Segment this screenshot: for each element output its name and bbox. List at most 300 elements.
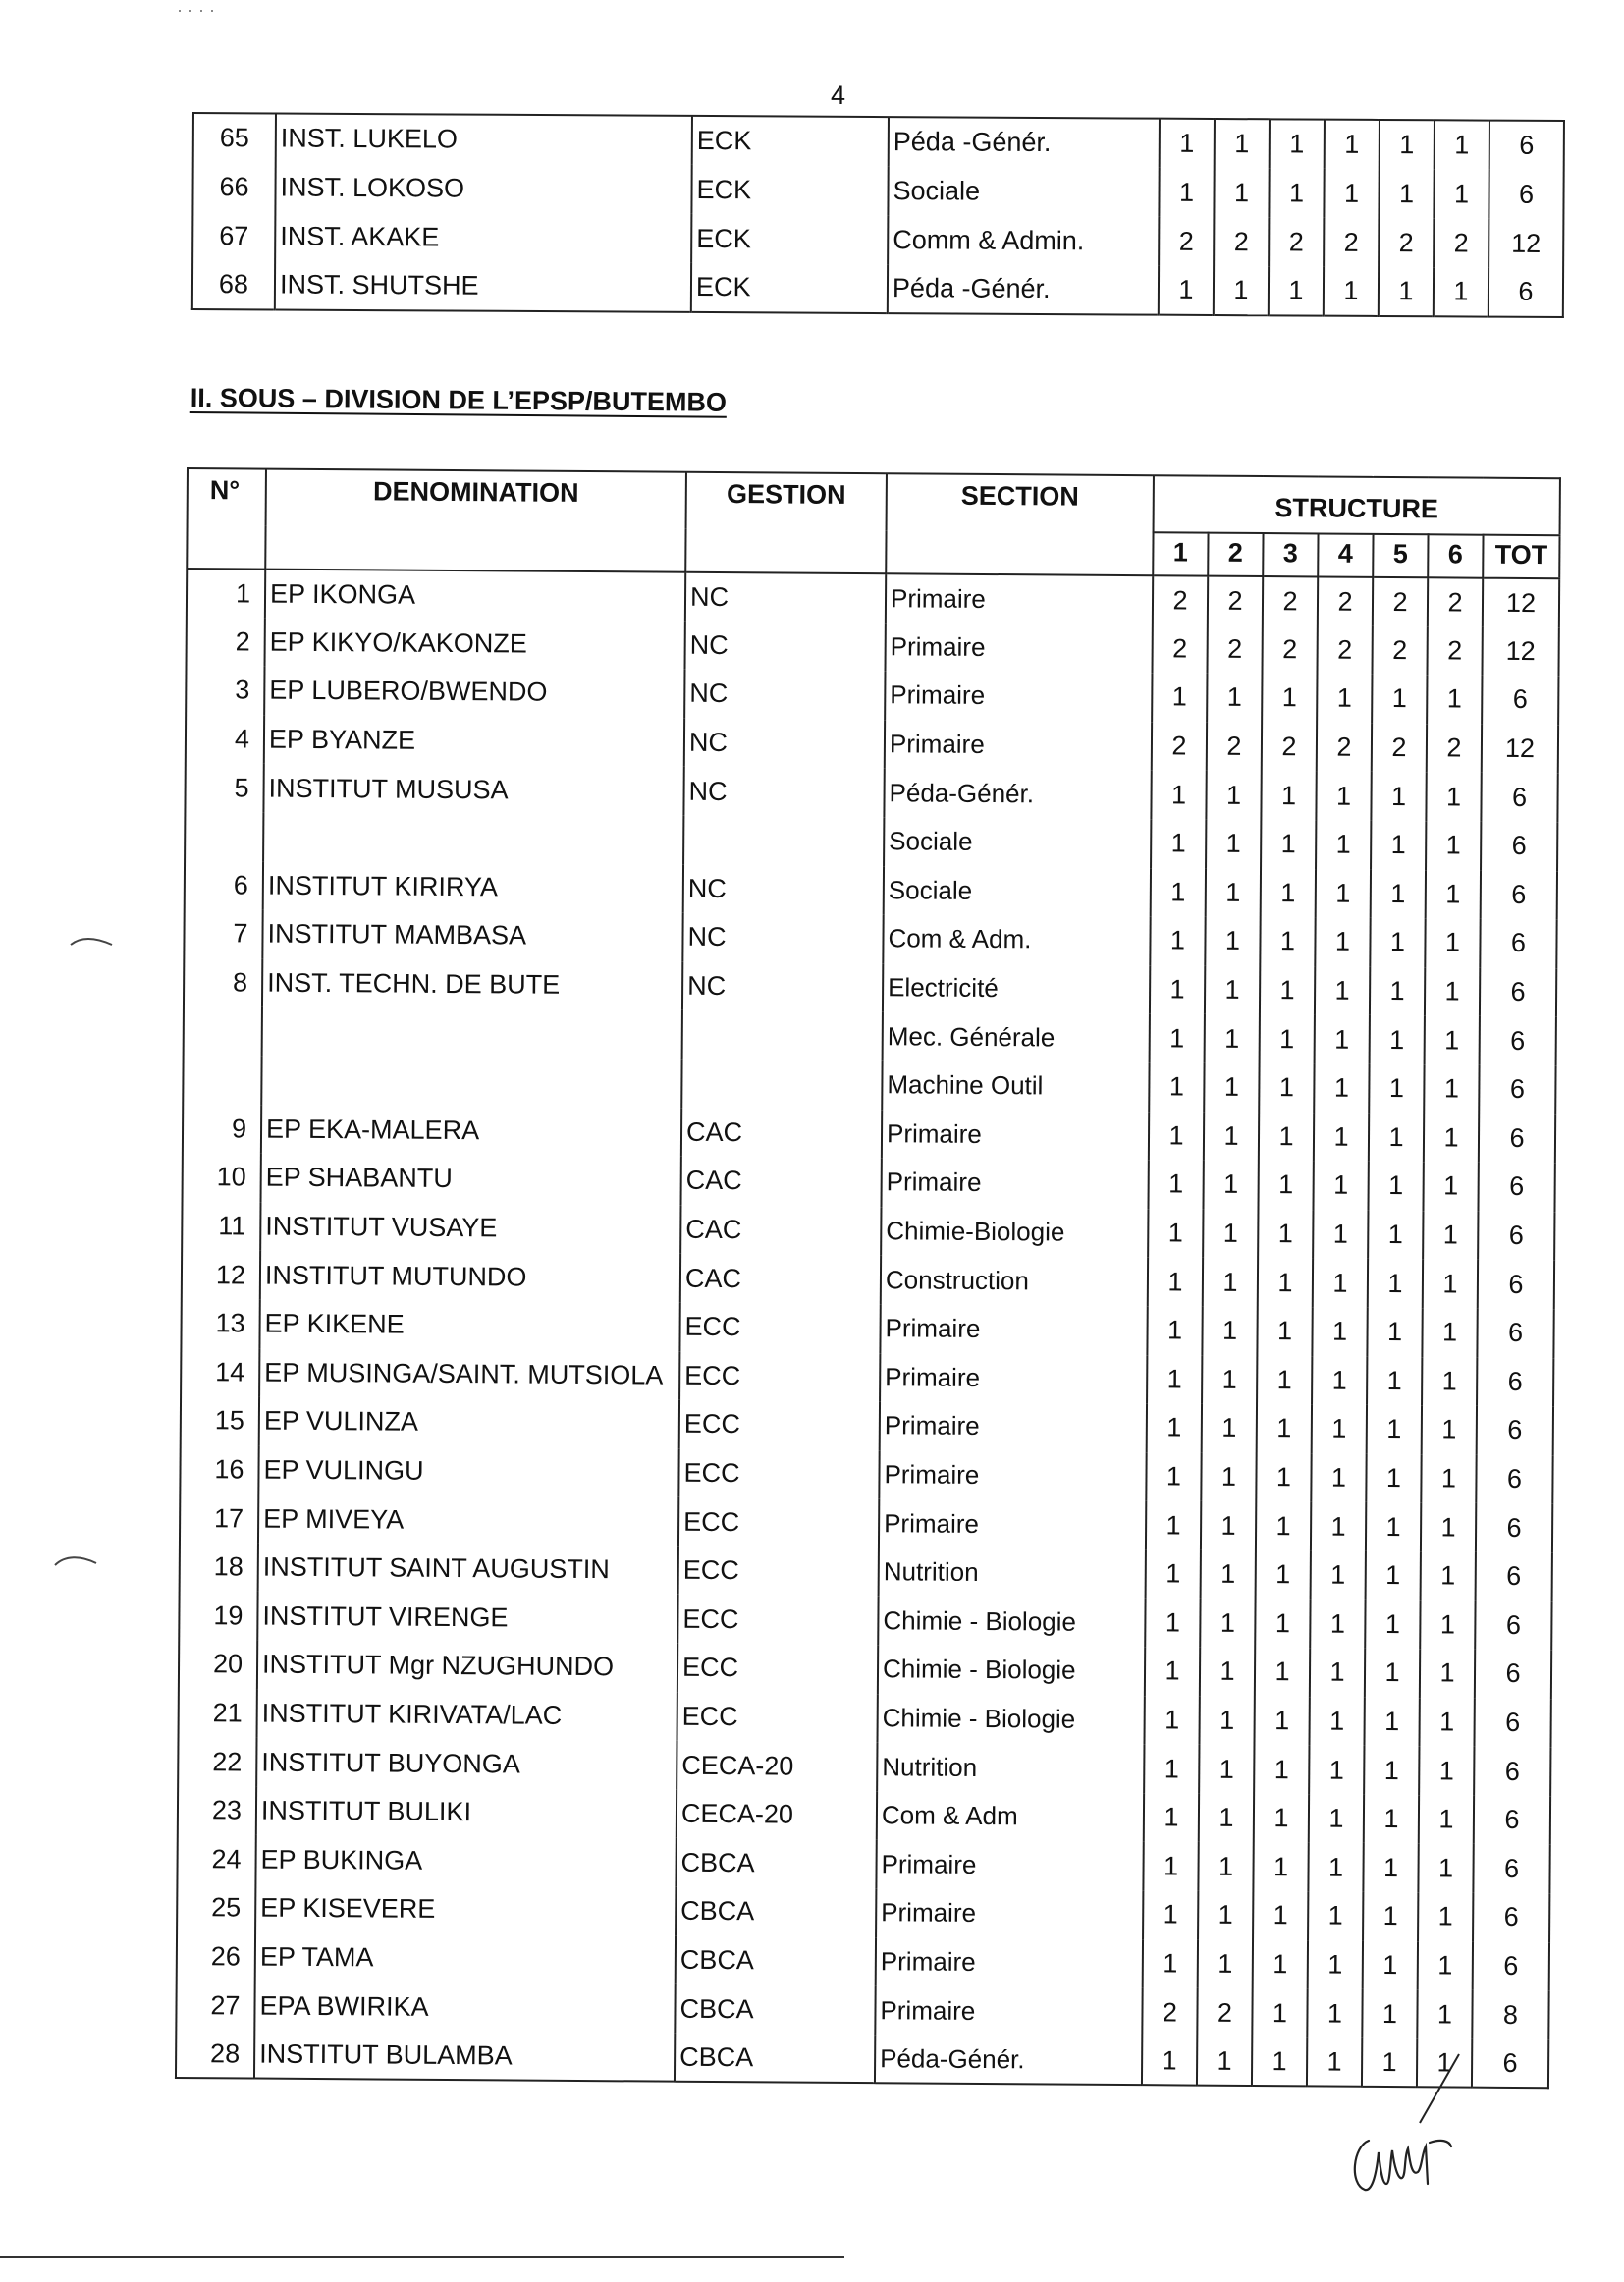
structure-cell: 1 — [1144, 1696, 1199, 1745]
structure-cell: 1 — [1150, 965, 1205, 1014]
row-number: 17 — [180, 1494, 258, 1543]
header-section: SECTION — [886, 473, 1154, 575]
total-cell: 6 — [1505, 1609, 1522, 1640]
structure-cell: 1 — [1151, 819, 1206, 868]
row-number: 1 — [187, 569, 265, 618]
school-name: INSTITUT KIRIRYA — [263, 861, 683, 913]
structure-cell: 1 — [1311, 1550, 1366, 1600]
structure-cell: 1 — [1205, 965, 1260, 1014]
header-denomination: DENOMINATION — [265, 469, 686, 572]
row-number: 7 — [184, 909, 262, 958]
gestion-cell: NC — [682, 913, 883, 963]
table-row — [192, 211, 1563, 268]
structure-cell: 1 — [1199, 1696, 1254, 1745]
section-cell: Electricité — [883, 963, 1150, 1014]
row-number: 25 — [177, 1883, 255, 1932]
structure-cell: 1 — [1206, 771, 1261, 820]
section-cell: Primaire — [885, 671, 1152, 722]
header-col-1: 1 — [1153, 532, 1208, 575]
structure-cell: 1 — [1419, 1795, 1474, 1844]
structure-cell: 1 — [1422, 1357, 1477, 1406]
structure-cell: 1 — [1203, 1258, 1258, 1307]
structure-cell: 1 — [1314, 1063, 1369, 1113]
total-cell: 6 — [1509, 1171, 1525, 1202]
structure-cell: 1 — [1147, 1355, 1202, 1404]
structure-cell: 1 — [1198, 1842, 1253, 1891]
structure-cell: 1 — [1257, 1404, 1312, 1453]
total-cell: 6 — [1506, 1512, 1522, 1543]
row-number: 2 — [187, 618, 265, 667]
table-row — [193, 113, 1564, 170]
structure-cell: 1 — [1371, 772, 1426, 821]
school-name: INST. SHUTSHE — [275, 260, 691, 311]
structure-cell: 1 — [1147, 1306, 1202, 1355]
section-cell: Primaire — [879, 1450, 1146, 1501]
structure-cell: 1 — [1324, 267, 1379, 316]
structure-cell: 2 — [1214, 217, 1269, 266]
structure-cell: 1 — [1199, 1745, 1254, 1794]
school-name: INSTITUT VIRENGE — [257, 1592, 677, 1644]
row-number: 8 — [184, 958, 262, 1007]
structure-cell: 2 — [1269, 217, 1324, 266]
row-number: 5 — [185, 763, 263, 812]
table-row — [176, 2030, 1548, 2089]
section-cell: Péda -Génér. — [888, 264, 1159, 315]
structure-cell: 1 — [1146, 1549, 1201, 1599]
structure-cell: 1 — [1368, 1162, 1423, 1211]
structure-cell: 1 — [1269, 168, 1324, 217]
gestion-cell: NC — [683, 864, 884, 914]
row-number — [183, 1056, 261, 1105]
structure-cell: 1 — [1254, 1697, 1309, 1746]
total-cell: 6 — [1504, 1805, 1520, 1835]
structure-cell: 1 — [1256, 1550, 1311, 1600]
total-cell: 12 — [1505, 587, 1537, 618]
total-cell: 6 — [1504, 1756, 1520, 1786]
row-number: 66 — [192, 162, 275, 211]
structure-cell: 1 — [1148, 1209, 1203, 1258]
row-number — [184, 1006, 262, 1056]
structure-cell: 1 — [1422, 1405, 1477, 1454]
total-cell: 12 — [1505, 635, 1536, 666]
structure-cell: 1 — [1426, 870, 1481, 919]
structure-cell: 1 — [1261, 820, 1316, 869]
total-cell: 6 — [1503, 1902, 1519, 1932]
section-cell: Primaire — [885, 720, 1152, 771]
total-cell: 6 — [1506, 1561, 1522, 1592]
structure-cell: 1 — [1417, 2038, 1472, 2088]
gestion-cell: NC — [684, 670, 885, 720]
gestion-cell: ECC — [677, 1595, 878, 1645]
structure-cell: 1 — [1197, 2037, 1252, 2086]
school-name: INSTITUT Mgr NZUGHUNDO — [257, 1641, 677, 1693]
total-cell: 6 — [1511, 879, 1527, 909]
school-name: EP TAMA — [255, 1932, 676, 1984]
structure-cell: 1 — [1363, 1940, 1418, 1989]
structure-cell: 1 — [1427, 675, 1482, 724]
structure-cell: 1 — [1367, 1356, 1422, 1405]
structure-cell: 1 — [1311, 1502, 1366, 1551]
total-cell: 6 — [1511, 782, 1528, 812]
footer-rule — [0, 2256, 844, 2258]
row-number: 24 — [177, 1834, 255, 1883]
structure-cell: 1 — [1312, 1356, 1367, 1405]
structure-cell: 1 — [1202, 1355, 1257, 1404]
structure-cell: 1 — [1152, 673, 1207, 722]
structure-cell: 1 — [1255, 1648, 1310, 1697]
header-structure: STRUCTURE — [1154, 475, 1560, 535]
school-name: INSTITUT MAMBASA — [262, 910, 682, 962]
gestion-cell: NC — [682, 961, 883, 1011]
structure-cell: 1 — [1418, 1892, 1473, 1941]
structure-cell: 1 — [1150, 1014, 1205, 1063]
header-number: N° — [187, 468, 266, 570]
header-col-2: 2 — [1208, 533, 1263, 576]
structure-cell: 2 — [1428, 577, 1483, 626]
structure-cell: 2 — [1434, 218, 1489, 267]
section-cell: Sociale — [888, 166, 1159, 217]
structure-cell: 1 — [1315, 966, 1370, 1015]
section-cell: Primaire — [885, 623, 1152, 674]
structure-cell: 1 — [1270, 119, 1325, 168]
structure-cell: 1 — [1257, 1356, 1312, 1405]
handwritten-correction-mark — [1414, 2048, 1473, 2127]
total-cell: 6 — [1508, 1220, 1524, 1251]
gestion-cell: ECC — [679, 1400, 880, 1450]
margin-dash-mark — [69, 933, 118, 952]
structure-cell: 2 — [1208, 576, 1263, 625]
school-name: INST. LOKOSO — [275, 162, 691, 213]
gestion-cell — [683, 816, 884, 866]
structure-cell: 1 — [1362, 2038, 1417, 2088]
structure-cell: 1 — [1200, 1648, 1255, 1697]
row-number: 68 — [192, 260, 275, 309]
structure-cell: 1 — [1252, 2038, 1307, 2087]
structure-cell: 1 — [1424, 1064, 1479, 1114]
section-cell: Chimie - Biologie — [878, 1694, 1145, 1745]
structure-cell: 1 — [1143, 1890, 1198, 1939]
structure-cell: 1 — [1144, 1744, 1199, 1793]
total-cell: 6 — [1512, 684, 1528, 715]
structure-cell: 1 — [1256, 1453, 1311, 1502]
structure-cell: 2 — [1427, 724, 1482, 773]
school-name: EP MIVEYA — [258, 1494, 678, 1547]
structure-cell: 1 — [1420, 1649, 1475, 1698]
structure-cell: 1 — [1309, 1746, 1364, 1795]
total-cell: 6 — [1508, 1269, 1524, 1299]
section-cell: Chimie - Biologie — [878, 1645, 1145, 1696]
row-number: 12 — [182, 1250, 260, 1299]
structure-cell: 1 — [1150, 916, 1205, 965]
gestion-cell: NC — [685, 621, 886, 671]
row-number: 27 — [176, 1981, 254, 2030]
row-number: 19 — [179, 1591, 257, 1640]
structure-cell: 1 — [1146, 1500, 1201, 1549]
school-name: INST. TECHN. DE BUTE — [262, 958, 682, 1010]
section-cell: Primaire — [880, 1304, 1147, 1355]
structure-cell: 1 — [1423, 1211, 1478, 1260]
continuation-table-wrapper — [191, 112, 1565, 318]
school-name: INSTITUT VUSAYE — [260, 1202, 680, 1254]
structure-cell: 1 — [1149, 1112, 1204, 1161]
structure-cell: 1 — [1214, 168, 1269, 217]
structure-cell: 1 — [1215, 119, 1270, 168]
gestion-cell — [682, 1010, 883, 1060]
structure-cell: 2 — [1152, 625, 1207, 674]
gestion-cell: CBCA — [676, 1838, 876, 1888]
structure-cell: 1 — [1370, 918, 1425, 967]
structure-cell: 1 — [1259, 1113, 1314, 1162]
row-number: 28 — [176, 2030, 254, 2079]
structure-cell: 2 — [1263, 576, 1318, 625]
structure-cell: 1 — [1366, 1551, 1421, 1601]
structure-cell: 1 — [1260, 917, 1315, 966]
school-name: EP MUSINGA/SAINT. MUTSIOLA — [259, 1348, 679, 1400]
total-cell: 6 — [1507, 1318, 1524, 1348]
structure-cell: 1 — [1204, 1063, 1259, 1113]
total-cell: 6 — [1503, 1853, 1520, 1883]
total-cell: 8 — [1502, 1999, 1519, 2030]
structure-cell: 1 — [1435, 120, 1489, 169]
gestion-cell: CBCA — [676, 1887, 876, 1937]
structure-cell: 1 — [1207, 674, 1262, 723]
school-name: EP BUKINGA — [255, 1835, 676, 1887]
school-name — [261, 1057, 681, 1109]
signature-initials — [1347, 2133, 1455, 2201]
gestion-cell: CAC — [681, 1108, 882, 1158]
total-cell: 6 — [1505, 1707, 1521, 1737]
structure-cell: 2 — [1317, 625, 1372, 675]
gestion-cell: ECC — [678, 1497, 879, 1548]
structure-cell: 1 — [1257, 1307, 1312, 1356]
section-cell: Construction — [881, 1256, 1148, 1307]
structure-cell: 2 — [1159, 217, 1214, 266]
structure-cell: 1 — [1372, 675, 1427, 724]
section-cell: Com & Adm — [877, 1791, 1144, 1842]
school-name: EP SHABANTU — [261, 1154, 681, 1206]
structure-cell: 1 — [1258, 1210, 1313, 1259]
structure-cell: 1 — [1258, 1258, 1313, 1307]
total-cell: 6 — [1507, 1415, 1523, 1445]
structure-cell: 1 — [1252, 1988, 1307, 2038]
structure-cell: 2 — [1152, 722, 1207, 771]
structure-cell: 1 — [1371, 821, 1426, 870]
structure-cell: 1 — [1309, 1794, 1364, 1843]
gestion-cell: ECC — [678, 1448, 879, 1498]
structure-cell: 1 — [1434, 267, 1489, 316]
school-name: INSTITUT BULIKI — [256, 1786, 677, 1838]
structure-cell: 1 — [1315, 1015, 1370, 1064]
structure-cell: 1 — [1160, 119, 1215, 168]
total-cell: 6 — [1510, 1025, 1526, 1056]
school-name: EPA BWIRIKA — [254, 1982, 675, 2034]
structure-cell: 1 — [1379, 169, 1434, 218]
structure-cell: 1 — [1159, 168, 1214, 217]
structure-cell: 1 — [1201, 1501, 1256, 1550]
row-number: 26 — [177, 1932, 255, 1982]
section-cell: Primaire — [881, 1158, 1148, 1209]
total-cell: 12 — [1504, 733, 1536, 764]
gestion-cell: ECK — [691, 165, 888, 215]
total-cell: 6 — [1509, 1122, 1525, 1153]
structure-cell: 1 — [1308, 1940, 1363, 1989]
section-cell: Primaire — [880, 1353, 1147, 1404]
section-cell: Nutrition — [879, 1548, 1146, 1599]
section-cell: Péda -Génér. — [889, 117, 1160, 168]
structure-cell: 2 — [1317, 723, 1372, 772]
structure-cell: 1 — [1317, 675, 1372, 724]
structure-cell: 1 — [1366, 1454, 1421, 1503]
structure-cell: 1 — [1368, 1211, 1423, 1260]
header-col-3: 3 — [1263, 533, 1318, 576]
structure-cell: 2 — [1372, 625, 1427, 675]
section-cell: Primaire — [876, 1937, 1143, 1988]
structure-cell: 1 — [1311, 1453, 1366, 1502]
structure-cell: 1 — [1261, 771, 1316, 820]
structure-cell: 1 — [1418, 1941, 1473, 1990]
page-number: 4 — [831, 81, 846, 110]
section-cell: Primaire — [876, 1888, 1143, 1939]
structure-cell: 1 — [1316, 820, 1371, 869]
section-cell: Primaire — [882, 1110, 1149, 1161]
section-heading: II. SOUS – DIVISION DE L’EPSP/BUTEMBO — [189, 383, 728, 417]
structure-cell: 1 — [1307, 1989, 1362, 2038]
structure-cell: 1 — [1253, 1842, 1308, 1891]
structure-cell: 1 — [1308, 1843, 1363, 1892]
structure-cell: 1 — [1424, 1114, 1479, 1163]
row-number: 9 — [183, 1105, 261, 1154]
structure-cell: 1 — [1314, 1113, 1369, 1162]
structure-cell: 1 — [1146, 1452, 1201, 1501]
section-cell: Chimie - Biologie — [878, 1597, 1145, 1648]
header-col-6: 6 — [1428, 534, 1483, 577]
structure-cell: 1 — [1144, 1793, 1199, 1842]
gestion-cell: ECK — [692, 116, 889, 166]
total-cell: 6 — [1510, 976, 1526, 1007]
school-name: INSTITUT BULAMBA — [254, 2030, 675, 2082]
total-cell: 6 — [1518, 276, 1534, 306]
structure-cell: 1 — [1364, 1746, 1419, 1795]
structure-cell: 2 — [1262, 625, 1317, 675]
structure-cell: 1 — [1147, 1403, 1202, 1452]
school-name: EP IKONGA — [265, 570, 685, 622]
structure-cell: 1 — [1420, 1601, 1475, 1650]
structure-cell: 1 — [1201, 1549, 1256, 1599]
structure-cell: 1 — [1364, 1697, 1419, 1746]
gestion-cell: ECK — [691, 263, 888, 313]
structure-cell: 1 — [1204, 1112, 1259, 1161]
structure-cell: 1 — [1325, 120, 1380, 169]
structure-cell: 1 — [1159, 266, 1214, 315]
gestion-cell: CECA-20 — [677, 1790, 877, 1840]
structure-cell: 1 — [1425, 1016, 1480, 1065]
structure-cell: 1 — [1142, 2037, 1197, 2086]
total-cell: 6 — [1503, 1950, 1519, 1981]
row-number: 15 — [181, 1396, 259, 1445]
structure-cell: 1 — [1148, 1160, 1203, 1209]
structure-cell: 1 — [1256, 1501, 1311, 1550]
gestion-cell: CAC — [681, 1157, 882, 1207]
structure-cell: 2 — [1427, 626, 1482, 676]
structure-cell: 1 — [1368, 1259, 1423, 1308]
total-cell: 6 — [1506, 1463, 1523, 1494]
structure-cell: 1 — [1419, 1746, 1474, 1795]
structure-cell: 1 — [1370, 967, 1425, 1016]
structure-cell: 1 — [1206, 820, 1261, 869]
structure-cell: 1 — [1369, 1064, 1424, 1114]
school-name: EP LUBERO/BWENDO — [264, 667, 684, 719]
structure-cell: 1 — [1423, 1260, 1478, 1309]
structure-cell: 1 — [1434, 169, 1489, 218]
school-name: INSTITUT BUYONGA — [256, 1738, 677, 1790]
gestion-cell: ECC — [677, 1644, 878, 1694]
header-col-4: 4 — [1318, 533, 1373, 576]
school-name: EP VULINGU — [258, 1445, 678, 1497]
structure-cell: 1 — [1365, 1649, 1420, 1698]
structure-cell: 1 — [1258, 1161, 1313, 1210]
gestion-cell: ECC — [679, 1351, 880, 1401]
gestion-cell: ECC — [679, 1303, 880, 1353]
structure-cell: 2 — [1153, 575, 1208, 625]
structure-cell: 1 — [1198, 1891, 1253, 1940]
scan-corner-marks: · · · · — [177, 0, 215, 20]
structure-cell: 1 — [1380, 120, 1435, 169]
row-number: 65 — [193, 113, 276, 162]
school-name: EP VULINZA — [259, 1397, 679, 1449]
row-number: 22 — [178, 1737, 256, 1786]
structure-cell: 1 — [1362, 1989, 1417, 2038]
schools-table — [175, 467, 1561, 2090]
school-name: INST. LUKELO — [276, 113, 692, 164]
row-number: 21 — [179, 1689, 257, 1738]
row-number: 18 — [180, 1543, 258, 1592]
structure-cell: 1 — [1254, 1745, 1309, 1794]
total-cell: 6 — [1509, 1074, 1526, 1105]
structure-cell: 1 — [1421, 1551, 1476, 1601]
structure-cell: 1 — [1203, 1209, 1258, 1258]
structure-cell: 1 — [1316, 772, 1371, 821]
structure-cell: 1 — [1214, 266, 1269, 315]
school-name: INST. AKAKE — [275, 211, 691, 262]
table-row — [192, 162, 1563, 219]
structure-cell: 1 — [1422, 1308, 1477, 1357]
structure-cell: 1 — [1419, 1698, 1474, 1747]
total-cell: 6 — [1518, 179, 1535, 209]
structure-cell: 2 — [1379, 218, 1434, 267]
section-cell: Primaire — [875, 1985, 1142, 2037]
structure-cell: 1 — [1426, 773, 1481, 822]
gestion-cell: NC — [684, 719, 885, 769]
structure-cell: 1 — [1312, 1307, 1367, 1356]
structure-cell: 2 — [1373, 577, 1428, 626]
structure-cell: 1 — [1417, 1989, 1472, 2038]
structure-cell: 1 — [1143, 1939, 1198, 1988]
section-cell: Machine Outil — [882, 1060, 1149, 1112]
section-cell: Péda-Génér. — [884, 769, 1151, 820]
total-cell: 6 — [1510, 928, 1527, 958]
structure-cell: 2 — [1197, 1988, 1252, 2038]
structure-cell: 1 — [1324, 169, 1379, 218]
row-number: 13 — [181, 1299, 259, 1348]
school-name — [263, 813, 683, 865]
row-number: 23 — [178, 1786, 256, 1835]
structure-cell: 1 — [1255, 1599, 1310, 1648]
structure-cell: 1 — [1425, 967, 1480, 1016]
table-header — [187, 468, 1560, 578]
structure-cell: 1 — [1310, 1648, 1365, 1697]
structure-cell: 1 — [1259, 1063, 1314, 1113]
continuation-table — [191, 112, 1565, 318]
